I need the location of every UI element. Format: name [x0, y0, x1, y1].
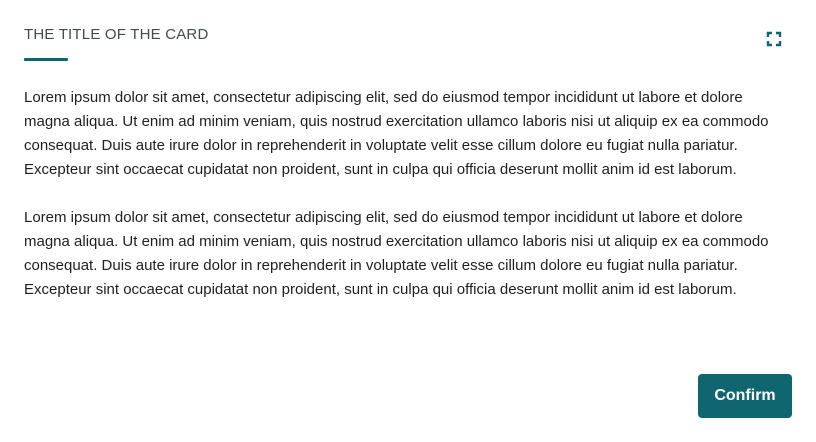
confirm-button[interactable]: Confirm	[698, 374, 792, 418]
card-title: THE TITLE OF THE CARD	[24, 26, 209, 43]
body-paragraph-1: Lorem ipsum dolor sit amet, consectetur adipiscing elit, sed do eiusmod tempor incididunt ut labore et dolore magna aliqua. Ut enim ad minim veniam, quis nostrud exercitation ullamco laboris nisi ut aliquip ex ea commodo consequat. Duis aute irure dolor in reprehenderit in voluptate velit esse cillum dolore eu fugiat nulla pariatur. Excepteur sint occaecat cupidatat non proident, sunt in culpa qui officia deserunt mollit anim id est laborum.	[24, 89, 769, 178]
body-paragraph-2: Lorem ipsum dolor sit amet, consectetur adipiscing elit, sed do eiusmod tempor incididunt ut labore et dolore magna aliqua. Ut enim ad minim veniam, quis nostrud exercitation ullamco laboris nisi ut aliquip ex ea commodo consequat. Duis aute irure dolor in reprehenderit in voluptate velit esse cillum dolore eu fugiat nulla pariatur. Excepteur sint occaecat cupidatat non proident, sunt in culpa qui officia deserunt mollit anim id est laborum.	[24, 209, 769, 298]
expand-button[interactable]	[766, 30, 784, 48]
title-underline	[24, 58, 68, 61]
expand-icon	[766, 31, 782, 47]
card-header	[24, 26, 792, 66]
card-body	[24, 86, 790, 326]
